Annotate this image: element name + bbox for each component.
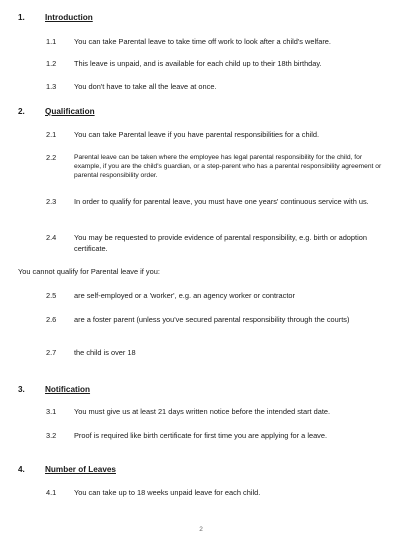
item-text: You can take Parental leave to take time off work to look after a child's welfare. <box>74 37 331 46</box>
section-note: You cannot qualify for Parental leave if you: <box>18 267 160 276</box>
item-text: You must give us at least 21 days written notice before the intended start date. <box>74 407 331 416</box>
item-number: 2.5 <box>46 291 57 300</box>
item-number: 1.3 <box>46 82 57 91</box>
item-number: 2.6 <box>46 315 57 324</box>
item-text: This leave is unpaid, and is available for each child up to their 18th birthday. <box>74 59 322 68</box>
item-text: You don't have to take all the leave at once. <box>74 82 217 91</box>
item-text: are a foster parent (unless you've secured parental responsibility through the courts) <box>74 315 350 324</box>
item-number: 2.7 <box>46 348 57 357</box>
item-text: You can take up to 18 weeks unpaid leave for each child. <box>74 488 261 497</box>
item-number: 1.2 <box>46 59 57 68</box>
page-number: 2 <box>199 526 203 533</box>
section-title: Introduction <box>45 13 93 22</box>
section-title: Notification <box>45 385 91 394</box>
item-text: Parental leave can be taken where the employee has legal parental responsibility for the child, for example, if you are the child's guardian, or a step-parent who has a parental responsibility agreement or parental responsibility order. <box>74 154 382 180</box>
item-number: 3.2 <box>46 431 57 440</box>
section-number: 1. <box>18 13 25 22</box>
item-text: are self-employed or a 'worker', e.g. an agency worker or contractor <box>74 291 295 300</box>
item-number: 2.4 <box>46 233 57 242</box>
item-text: In order to qualify for parental leave, you must have one years' continuous service with us. <box>74 197 369 206</box>
section-number: 3. <box>18 385 25 394</box>
item-number: 2.1 <box>46 130 57 139</box>
item-text: Proof is required like birth certificate for first time you are applying for a leave. <box>74 431 328 440</box>
section-number: 4. <box>18 465 25 474</box>
section-title: Qualification <box>45 107 95 116</box>
item-number: 1.1 <box>46 37 57 46</box>
item-text: You may be requested to provide evidence of parental responsibility, e.g. birth or adoption certificate. <box>74 233 367 253</box>
item-number: 2.2 <box>46 153 57 162</box>
item-number: 2.3 <box>46 197 57 206</box>
item-text: the child is over 18 <box>74 348 136 357</box>
section-title: Number of Leaves <box>45 465 116 474</box>
item-number: 4.1 <box>46 488 57 497</box>
section-number: 2. <box>18 107 25 116</box>
item-text: You can take Parental leave if you have parental responsibilities for a child. <box>74 130 319 139</box>
item-number: 3.1 <box>46 407 57 416</box>
